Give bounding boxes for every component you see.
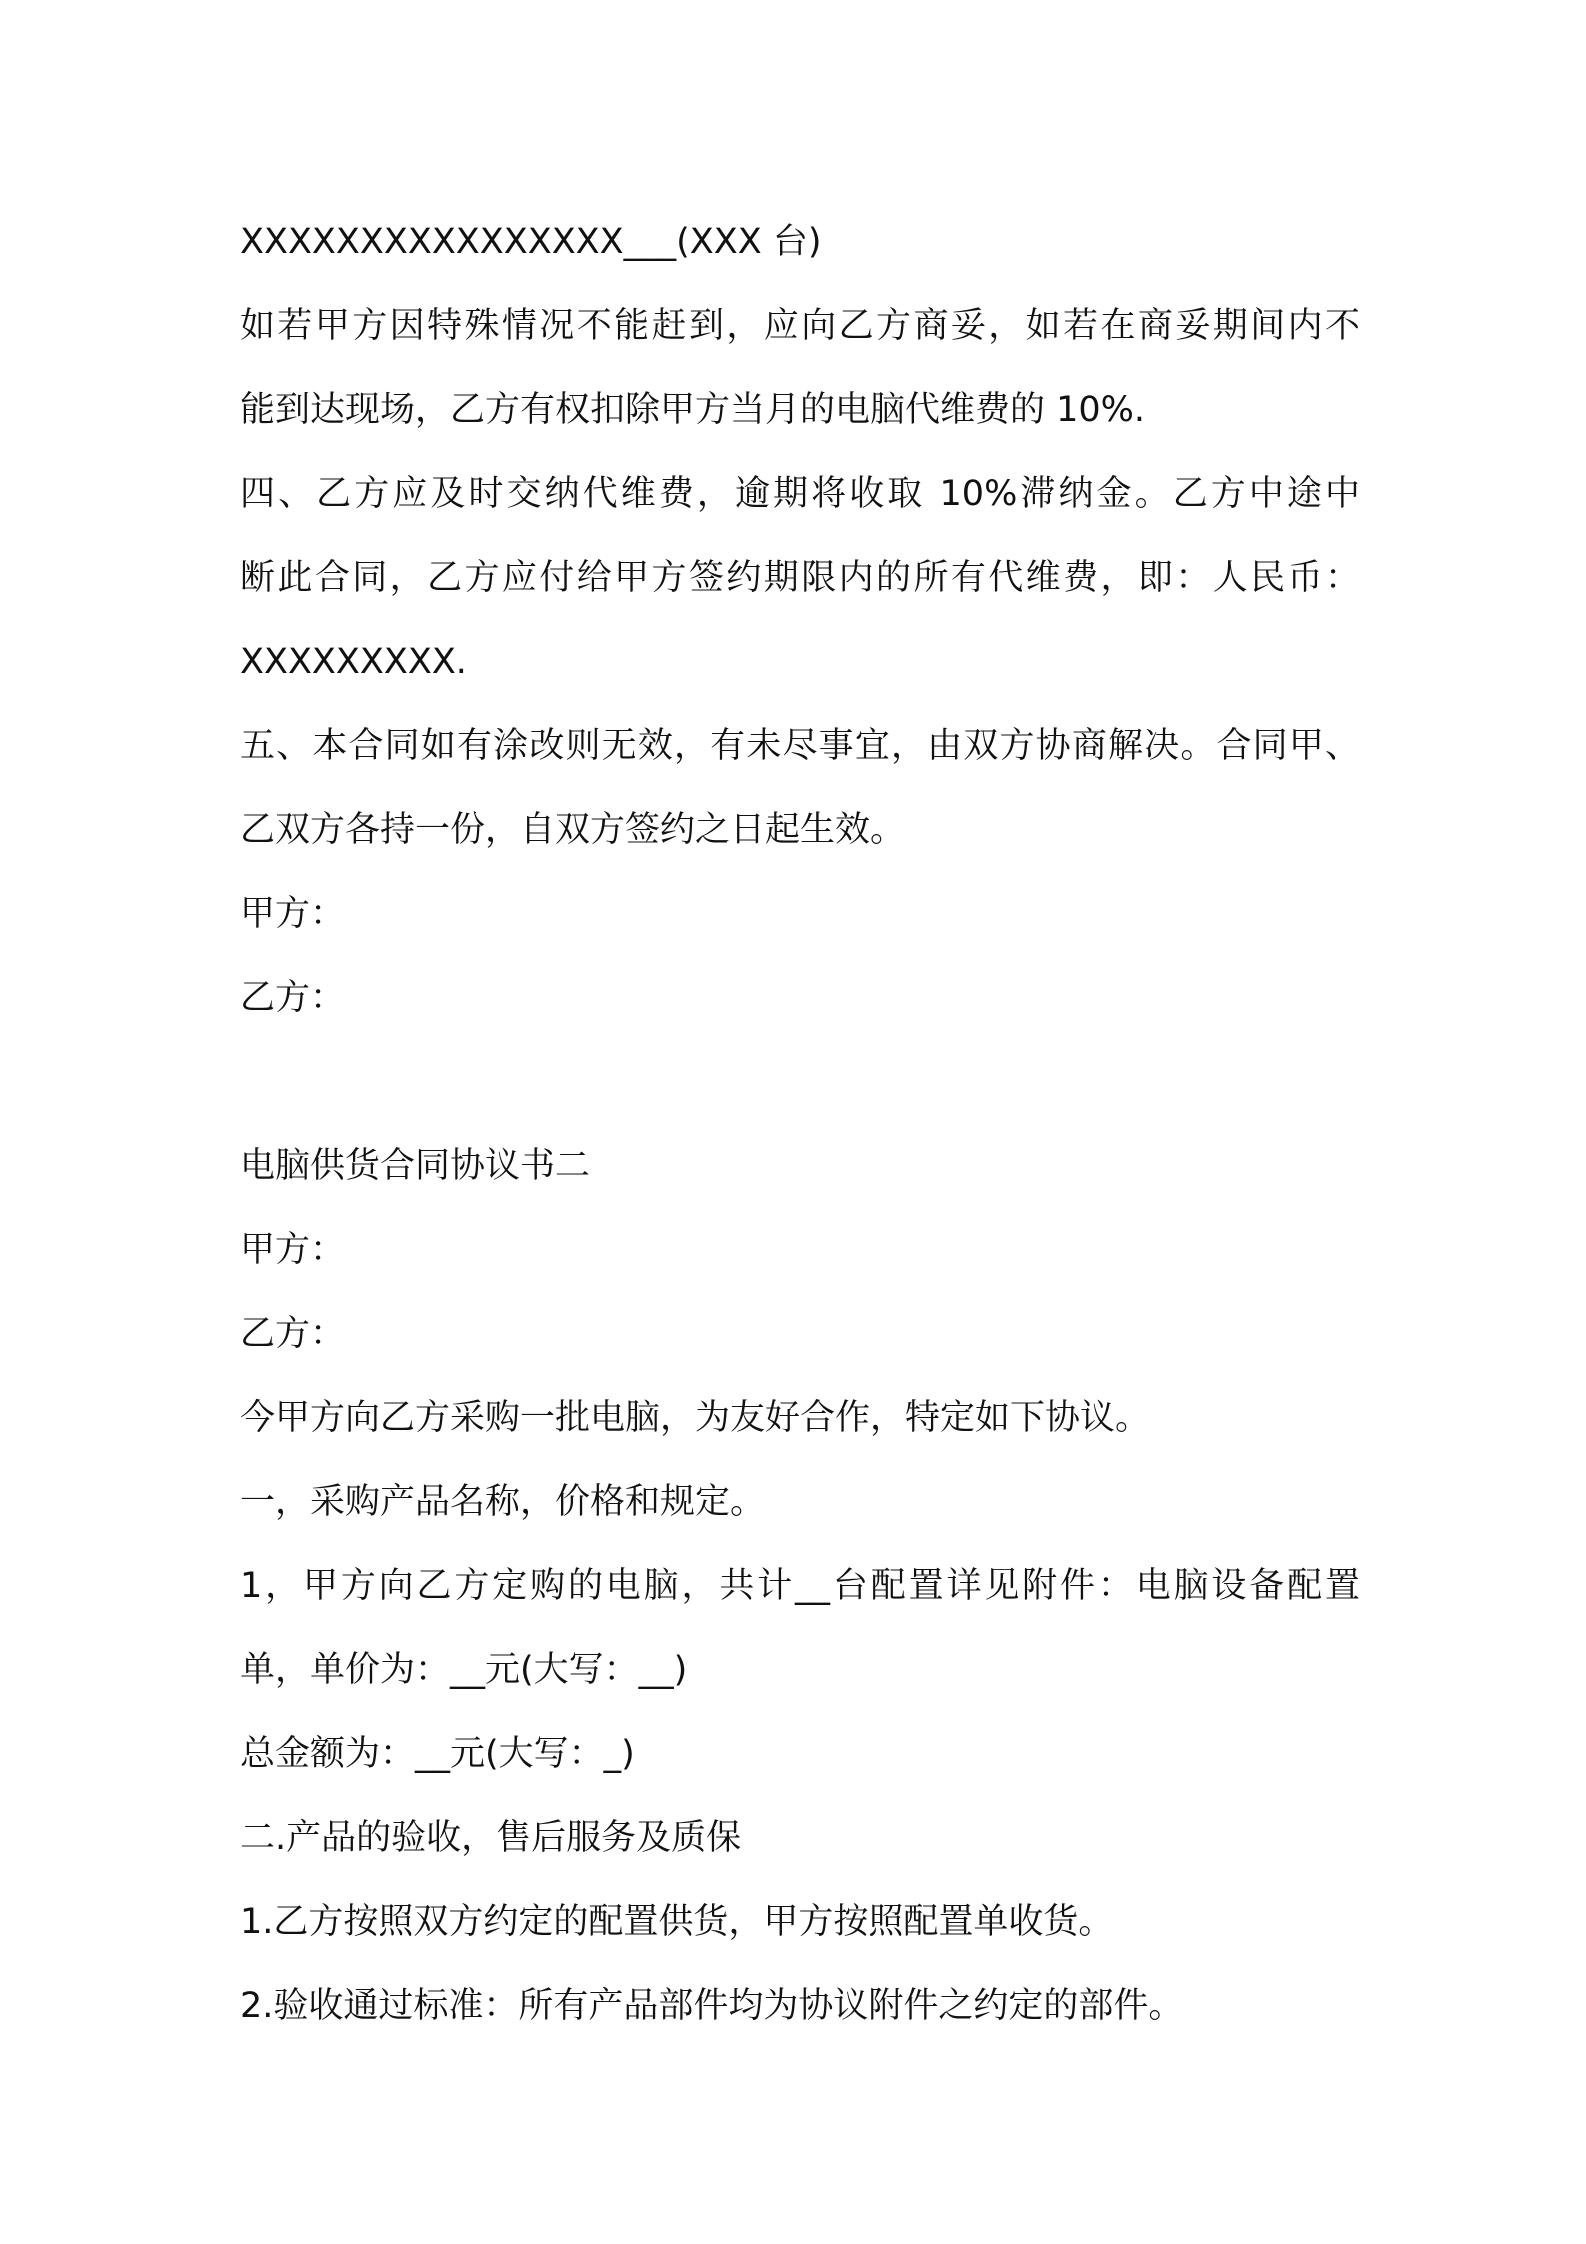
text-line: 单，单价为：__元(大写：__)	[240, 1650, 688, 1690]
section-spacer	[240, 1040, 1360, 1124]
party-b-label: 乙方：	[240, 1314, 346, 1354]
text-line: 如若甲方因特殊情况不能赶到，应向乙方商妥，如若在商妥期间内不	[240, 306, 1360, 346]
clause-five: 五、本合同如有涂改则无效，有未尽事宜，由双方协商解决。合同甲、	[240, 726, 1360, 766]
text-line: 断此合同，乙方应付给甲方签约期限内的所有代维费，即：人民币：	[240, 558, 1360, 598]
section-heading: 二.产品的验收，售后服务及质保	[240, 1818, 742, 1858]
party-a-label: 甲方：	[240, 894, 346, 934]
text-line: 乙双方各持一份，自双方签约之日起生效。	[240, 810, 906, 850]
text-line: 能到达现场，乙方有权扣除甲方当月的电脑代维费的 10%.	[240, 390, 1146, 430]
text-line: 1，甲方向乙方定购的电脑，共计__台配置详见附件：电脑设备配置	[240, 1566, 1360, 1606]
document-body	[240, 200, 1360, 2048]
section-heading: 一，采购产品名称，价格和规定。	[240, 1482, 766, 1522]
text-line: XXXXXXXXX.	[240, 642, 467, 682]
party-a-label: 甲方：	[240, 1230, 346, 1270]
intro-paragraph: 今甲方向乙方采购一批电脑，为友好合作，特定如下协议。	[240, 1398, 1151, 1438]
text-line: 1.乙方按照双方约定的配置供货，甲方按照配置单收货。	[240, 1902, 1114, 1942]
total-amount-line: 总金额为：__元(大写：_)	[240, 1734, 635, 1774]
text-line: XXXXXXXXXXXXXXXX___(XXX 台)	[240, 222, 822, 262]
clause-four: 四、乙方应及时交纳代维费，逾期将收取 10%滞纳金。乙方中途中	[240, 474, 1360, 514]
party-b-label: 乙方：	[240, 978, 346, 1018]
document-title: 电脑供货合同协议书二	[240, 1146, 591, 1186]
text-line: 2.验收通过标准：所有产品部件均为协议附件之约定的部件。	[240, 1986, 1184, 2026]
